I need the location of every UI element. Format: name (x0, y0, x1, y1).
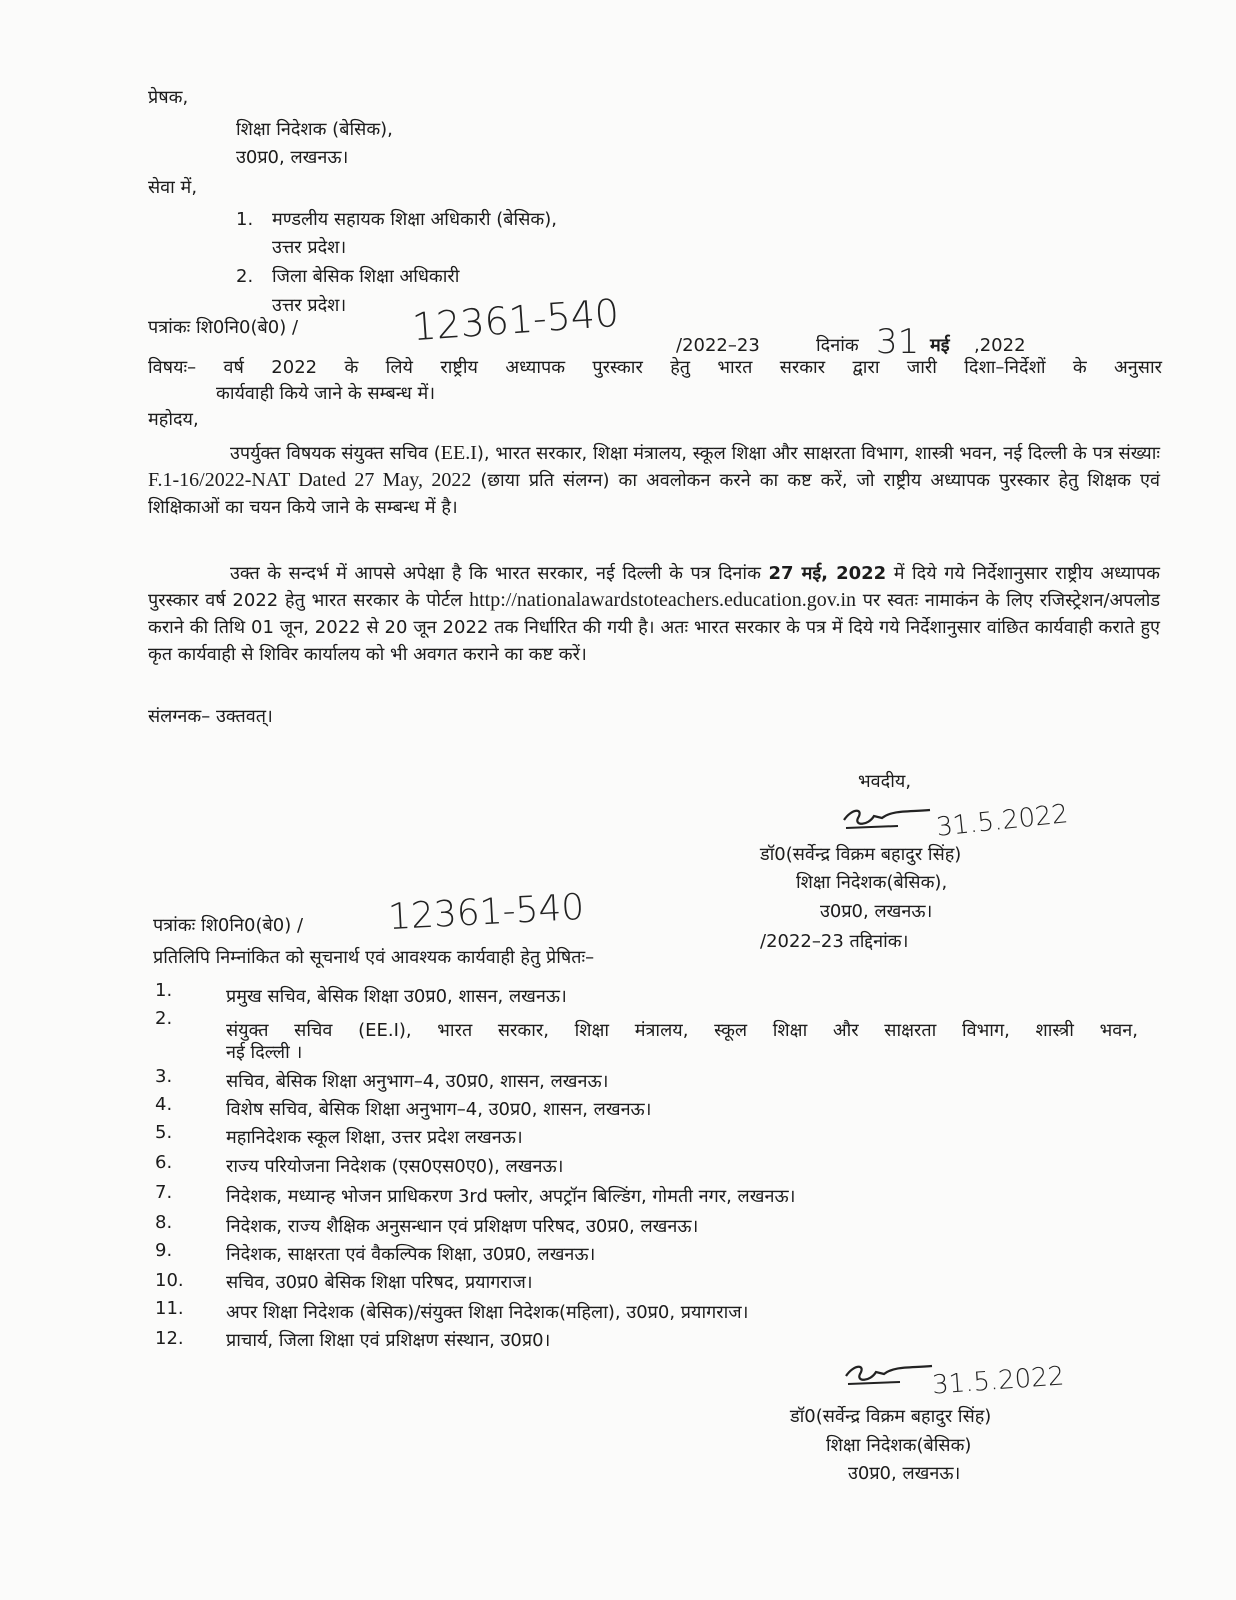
recipient-2-number: 2. (236, 266, 254, 287)
copy-item-number: 3. (155, 1066, 173, 1087)
copy-year-date: /2022–23 तद्दिनांक। (760, 931, 909, 952)
para1-section: EE.I (440, 442, 477, 464)
copy-item-number: 4. (155, 1094, 173, 1115)
signature-1-mark (838, 800, 938, 834)
signature-2-title: शिक्षा निदेशक(बेसिक) (826, 1435, 972, 1456)
handwritten-reference-number: 12361-540 (410, 290, 621, 350)
copy-item-text: सचिव, बेसिक शिक्षा अनुभाग–4, उ0प्र0, शासन, लखनऊ। (226, 1071, 609, 1092)
copy-item-number: 9. (155, 1240, 173, 1261)
signature-2-date: 31.5.2022 (931, 1361, 1066, 1401)
signature-1-name: डॉ0(सर्वेन्द्र विक्रम बहादुर सिंह) (760, 844, 962, 865)
para2-text-c: में दिये गये निर्देशानुसार राष्ट्रीय अध्यापक पुरस्कार वर्ष 2022 हेतु भारत सरकार के पोर्टल (148, 563, 1160, 611)
copy-item-text: अपर शिक्षा निदेशक (बेसिक)/संयुक्त शिक्षा निदेशक(महिला), उ0प्र0, प्रयागराज। (226, 1302, 749, 1323)
copy-item-text: निदेशक, मध्यान्ह भोजन प्राधिकरण 3rd फ्लोर, अपट्रॉन बिल्डिंग, गोमती नगर, लखनऊ। (226, 1186, 796, 1207)
copy-item-number: 8. (155, 1212, 173, 1233)
copy-item-number: 6. (155, 1152, 173, 1173)
recipient-1-line2: उत्तर प्रदेश। (272, 237, 347, 258)
copy-item-text: महानिदेशक स्कूल शिक्षा, उत्तर प्रदेश लखनऊ। (226, 1127, 523, 1148)
copy-item-text: संयुक्त सचिव (EE.I), भारत सरकार, शिक्षा मंत्रालय, स्कूल शिक्षा और साक्षरता विभाग, शास्त्री भवन, (226, 1020, 1138, 1041)
copy-item-number: 2. (155, 1008, 173, 1029)
recipient-2-line1: जिला बेसिक शिक्षा अधिकारी (272, 266, 460, 287)
copy-reference-label: पत्रांकः शि0नि0(बे0) / (153, 915, 304, 936)
para1-letter-ref: F.1-16/2022-NAT Dated 27 May, 2022 (148, 469, 472, 491)
signature-2-place: उ0प्र0, लखनऊ। (848, 1463, 961, 1484)
handwritten-date-day: 31 (876, 322, 920, 362)
copy-handwritten-number: 12361-540 (387, 886, 586, 939)
copy-item-number: 5. (155, 1122, 173, 1143)
salutation: महोदय, (148, 409, 199, 430)
recipient-1-line1: मण्डलीय सहायक शिक्षा अधिकारी (बेसिक), (272, 209, 557, 230)
subject-line-2: कार्यवाही किये जाने के सम्बन्ध में। (216, 383, 436, 404)
copy-item-text-continued: नई दिल्ली । (226, 1042, 303, 1063)
reference-year: /2022–23 (676, 335, 760, 356)
closing: भवदीय, (858, 771, 912, 792)
para2-text-a: उक्त के सन्दर्भ में आपसे अपेक्षा है कि भारत सरकार, नई दिल्ली के पत्र दिनांक (230, 563, 769, 584)
signature-1-place: उ0प्र0, लखनऊ। (820, 901, 933, 922)
recipient-1-number: 1. (236, 209, 254, 230)
copy-intro: प्रतिलिपि निम्नांकित को सूचनार्थ एवं आवश्यक कार्यवाही हेतु प्रेषितः– (153, 947, 595, 968)
signature-2-name: डॉ0(सर्वेन्द्र विक्रम बहादुर सिंह) (790, 1406, 992, 1427)
copy-item-text: राज्य परियोजना निदेशक (एस0एस0ए0), लखनऊ। (226, 1156, 564, 1177)
copy-item-number: 12. (155, 1328, 184, 1349)
sender-place: उ0प्र0, लखनऊ। (236, 147, 349, 168)
para1-text-e: (छाया प्रति संलग्न) का अवलोकन करने का कष्ट करें, जो राष्ट्रीय अध्यापक पुरस्कार हेतु शिक्षक एवं शिक्षिकाओं का चयन किये जाने के सम्बन्ध में है। (148, 470, 1161, 518)
signature-1-title: शिक्षा निदेशक(बेसिक), (796, 872, 948, 893)
enclosure: संलग्नक– उक्तवत्। (148, 706, 273, 727)
copy-item-number: 10. (155, 1270, 184, 1291)
paragraph-1 (148, 440, 1160, 521)
copy-item-text: प्राचार्य, जिला शिक्षा एवं प्रशिक्षण संस्थान, उ0प्र0। (226, 1330, 551, 1351)
copy-item-text: विशेष सचिव, बेसिक शिक्षा अनुभाग–4, उ0प्र0, शासन, लखनऊ। (226, 1099, 652, 1120)
copy-item-text: निदेशक, साक्षरता एवं वैकल्पिक शिक्षा, उ0प्र0, लखनऊ। (226, 1244, 596, 1265)
reference-label: पत्रांकः शि0नि0(बे0) / (148, 317, 299, 338)
recipient-2-line2: उत्तर प्रदेश। (272, 295, 347, 316)
para1-text-a: उपर्युक्त विषयक संयुक्त सचिव ( (230, 443, 441, 464)
date-month: मई (930, 335, 950, 356)
copy-item-number: 7. (155, 1182, 173, 1203)
portal-url: http://nationalawardstoteachers.education.gov.in (469, 589, 857, 611)
date-label: दिनांक (816, 335, 859, 356)
copy-item-number: 1. (155, 980, 173, 1001)
sender-title: शिक्षा निदेशक (बेसिक), (236, 119, 393, 140)
recipients-label: सेवा में, (148, 177, 198, 198)
para1-text-c: ), भारत सरकार, शिक्षा मंत्रालय, स्कूल शिक्षा और साक्षरता विभाग, शास्त्री भवन, नई दिल्ली के पत्र संख्याः (476, 443, 1160, 464)
copy-item-text: सचिव, उ0प्र0 बेसिक शिक्षा परिषद, प्रयागराज। (226, 1272, 533, 1293)
date-year: ,2022 (974, 335, 1026, 356)
para2-date-bold: 27 मई, 2022 (768, 563, 887, 584)
para2-text-e: पर स्वतः नामाकंन के लिए रजिस्ट्रेशन/अपलोड कराने की तिथि 01 जून, 2022 से 20 जून 2022 तक निर्धारित की गयी है। अतः भारत सरकार के पत्र में दिये गये निर्देशानुसार वांछित कार्यवाही कराते हुए कृत कार्यवाही से शिविर कार्यालय को भी अवगत कराने का कष्ट करें। (148, 590, 1160, 665)
subject-line-1: विषयः– वर्ष 2022 के लिये राष्ट्रीय अध्यापक पुरस्कार हेतु भारत सरकार द्वारा जारी दिशा–निर्देशों के अनुसार (148, 357, 1162, 378)
copy-item-text: प्रमुख सचिव, बेसिक शिक्षा उ0प्र0, शासन, लखनऊ। (226, 986, 567, 1007)
signature-1-date: 31.5.2022 (934, 799, 1070, 843)
paragraph-2 (148, 560, 1160, 668)
sender-label: प्रेषक, (148, 87, 189, 108)
copy-item-text: निदेशक, राज्य शैक्षिक अनुसन्धान एवं प्रशिक्षण परिषद, उ0प्र0, लखनऊ। (226, 1216, 699, 1237)
copy-item-number: 11. (155, 1298, 184, 1319)
signature-2-mark (840, 1356, 940, 1390)
